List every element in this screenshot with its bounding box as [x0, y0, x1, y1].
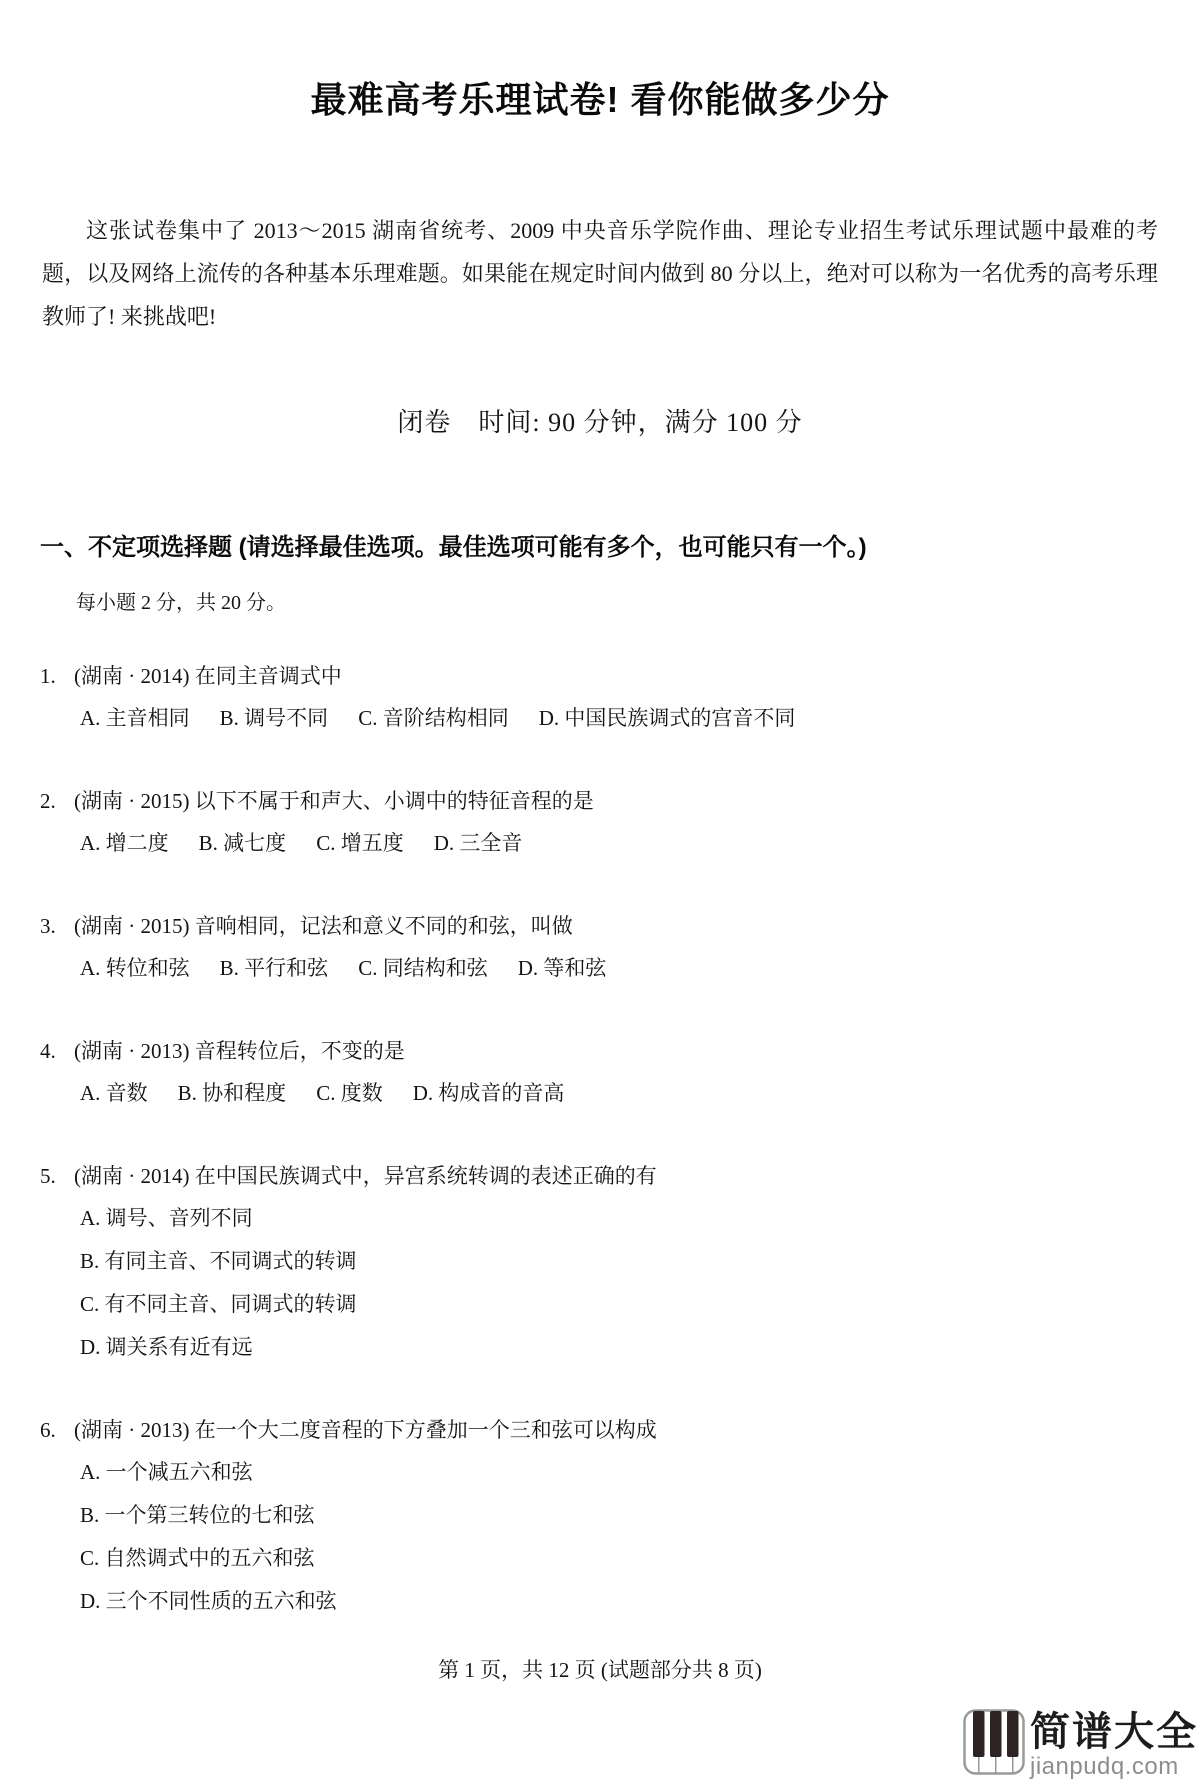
exam-info-line: 闭卷 时间: 90 分钟，满分 100 分 — [397, 408, 803, 437]
option: A. 音数 — [80, 1081, 148, 1105]
question-block — [0, 1155, 1200, 1369]
question-block — [0, 905, 1200, 990]
question-stem: (湖南 · 2013) 在一个大二度音程的下方叠加一个三和弦可以构成 — [74, 1418, 657, 1442]
option: B. 调号不同 — [219, 706, 329, 730]
option: C. 同结构和弦 — [358, 956, 488, 980]
question-head — [40, 1409, 1160, 1451]
watermark-domain: jianpudq.com — [1030, 1753, 1179, 1780]
option: D. 等和弦 — [517, 956, 607, 980]
option: A. 调号、音列不同 — [80, 1206, 253, 1230]
question-head — [40, 655, 1160, 697]
option: B. 有同主音、不同调式的转调 — [80, 1249, 357, 1273]
question-stem: (湖南 · 2014) 在中国民族调式中，异宫系统转调的表述正确的有 — [74, 1164, 657, 1188]
section-note: 每小题 2 分，共 20 分。 — [76, 592, 286, 614]
option: D. 三个不同性质的五六和弦 — [80, 1589, 337, 1613]
option: D. 三全音 — [433, 831, 523, 855]
question-stem: (湖南 · 2015) 音响相同，记法和意义不同的和弦，叫做 — [74, 914, 573, 938]
option-list — [40, 1197, 1160, 1369]
intro-paragraph: 这张试卷集中了 2013～2015 湖南省统考、2009 中央音乐学院作曲、理论专业招生考试乐理试题中最难的考题，以及网络上流传的各种基本乐理难题。如果能在规定时间内做到 80 分以上，绝对可以称为一名优秀的高考乐理教师了! 来挑战吧! — [42, 218, 1158, 329]
option-list — [40, 1451, 1160, 1623]
option: A. 转位和弦 — [80, 956, 190, 980]
question-number: 3. — [40, 914, 56, 938]
question-head — [40, 1030, 1160, 1072]
question-number: 6. — [40, 1418, 56, 1442]
option: B. 协和程度 — [177, 1081, 287, 1105]
question-head — [40, 1155, 1160, 1197]
option-list — [40, 697, 1160, 740]
option: B. 平行和弦 — [219, 956, 329, 980]
watermark-brand: 简谱大全 — [1030, 1710, 1198, 1754]
question-block — [0, 1030, 1200, 1115]
question-number: 2. — [40, 789, 56, 813]
question-block — [0, 655, 1200, 740]
question-list — [0, 655, 1200, 1623]
watermark-text — [1030, 1712, 1198, 1780]
question-stem: (湖南 · 2013) 音程转位后，不变的是 — [74, 1039, 405, 1063]
option: C. 有不同主音、同调式的转调 — [80, 1292, 357, 1316]
option: C. 度数 — [316, 1081, 383, 1105]
question-number: 5. — [40, 1164, 56, 1188]
question-number: 4. — [40, 1039, 56, 1063]
option: D. 构成音的音高 — [412, 1081, 565, 1105]
watermark — [963, 1709, 1198, 1780]
piano-keys-icon — [963, 1709, 1025, 1780]
option: D. 中国民族调式的宫音不同 — [538, 706, 796, 730]
option-list — [40, 1072, 1160, 1115]
question-stem: (湖南 · 2014) 在同主音调式中 — [74, 664, 342, 688]
option-list — [40, 947, 1160, 990]
question-stem: (湖南 · 2015) 以下不属于和声大、小调中的特征音程的是 — [74, 789, 594, 813]
option: B. 一个第三转位的七和弦 — [80, 1503, 315, 1527]
question-number: 1. — [40, 664, 56, 688]
option: A. 增二度 — [80, 831, 169, 855]
option: A. 一个减五六和弦 — [80, 1460, 253, 1484]
option: A. 主音相同 — [80, 706, 190, 730]
page-footer: 第 1 页，共 12 页 (试题部分共 8 页) — [438, 1658, 762, 1682]
page-title: 最难高考乐理试卷! 看你能做多少分 — [310, 79, 890, 120]
option: D. 调关系有近有远 — [80, 1335, 253, 1359]
question-block — [0, 780, 1200, 865]
option: C. 音阶结构相同 — [358, 706, 509, 730]
option-list — [40, 822, 1160, 865]
option: B. 减七度 — [198, 831, 287, 855]
question-head — [40, 780, 1160, 822]
section-heading: 一、不定项选择题 (请选择最佳选项。最佳选项可能有多个，也可能只有一个。) — [40, 534, 867, 561]
option: C. 自然调式中的五六和弦 — [80, 1546, 315, 1570]
question-head — [40, 905, 1160, 947]
question-block — [0, 1409, 1200, 1623]
option: C. 增五度 — [316, 831, 404, 855]
